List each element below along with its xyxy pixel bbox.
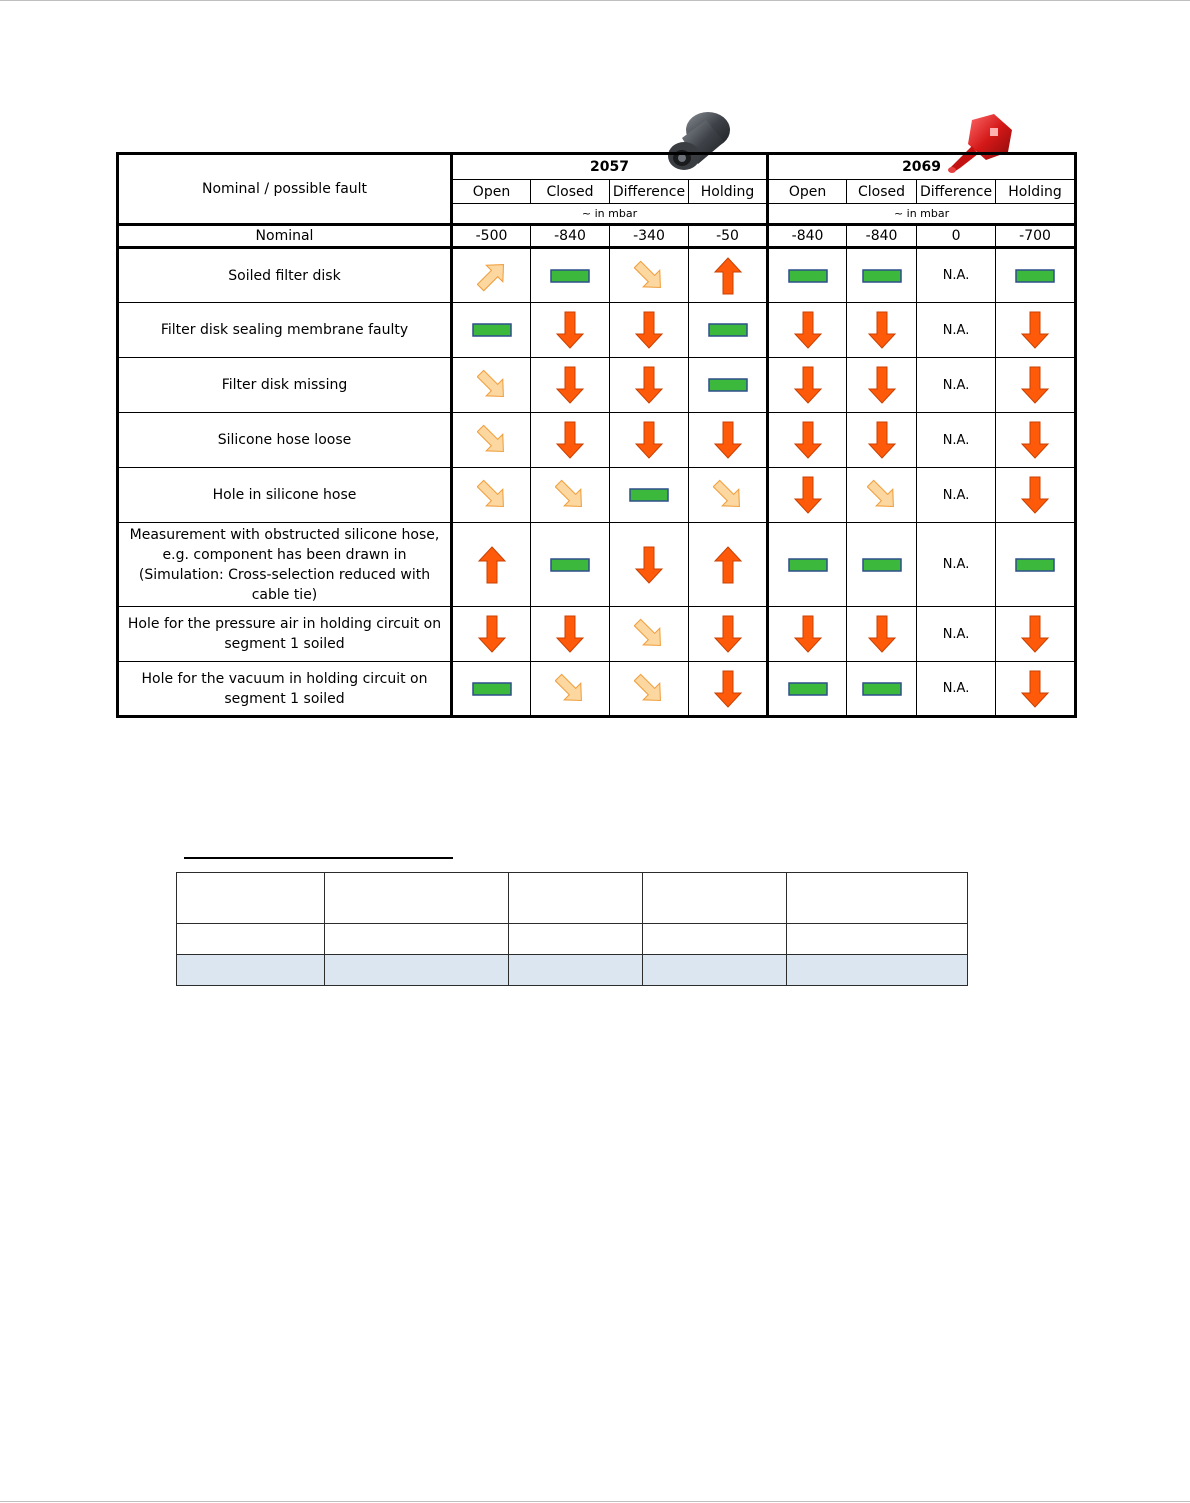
table-cell — [643, 955, 787, 986]
indicator-cell — [689, 358, 768, 413]
indicator-cell — [610, 248, 689, 303]
unit-2057: ~ in mbar — [452, 204, 768, 225]
table-cell — [325, 873, 509, 924]
top-border — [0, 0, 1190, 1]
fault-row — [118, 468, 1076, 523]
nominal-value: -840 — [847, 225, 917, 248]
indicator-cell — [610, 303, 689, 358]
indicator-cell — [689, 662, 768, 717]
normal-bar-icon — [550, 558, 590, 572]
normal-bar-icon — [550, 269, 590, 283]
arrow-diagonal-down-icon — [634, 614, 664, 654]
na-value: N.A. — [917, 468, 996, 523]
fault-row — [118, 523, 1076, 607]
nominal-value: -700 — [996, 225, 1076, 248]
arrow-diagonal-down-icon — [477, 475, 507, 515]
fault-row — [118, 662, 1076, 717]
arrow-down-icon — [1020, 420, 1050, 460]
col-holding: Holding — [689, 180, 768, 204]
na-value: N.A. — [917, 303, 996, 358]
nominal-value: -840 — [768, 225, 847, 248]
arrow-down-icon — [867, 310, 897, 350]
col-closed: Closed — [847, 180, 917, 204]
indicator-cell — [847, 662, 917, 717]
fault-label: Measurement with obstructed silicone hose, e.g. component has been drawn in (Simulation: Cross-selection reduced with cable tie) — [118, 523, 452, 607]
indicator-cell — [452, 662, 531, 717]
indicator-cell — [689, 607, 768, 662]
table-cell — [643, 873, 787, 924]
fault-row — [118, 303, 1076, 358]
indicator-cell — [610, 607, 689, 662]
arrow-diagonal-down-icon — [555, 669, 585, 709]
arrow-down-icon — [713, 614, 743, 654]
nominal-value: -340 — [610, 225, 689, 248]
corner-label: Nominal / possible fault — [118, 154, 452, 225]
arrow-up-icon — [713, 545, 743, 585]
nominal-value: -840 — [531, 225, 610, 248]
indicator-cell — [689, 468, 768, 523]
indicator-cell — [768, 248, 847, 303]
arrow-down-icon — [1020, 614, 1050, 654]
indicator-cell — [768, 662, 847, 717]
arrow-up-icon — [477, 545, 507, 585]
table-cell — [787, 873, 968, 924]
empty-table — [176, 872, 968, 986]
col-difference: Difference — [917, 180, 996, 204]
arrow-down-icon — [555, 614, 585, 654]
normal-bar-icon — [862, 682, 902, 696]
indicator-cell — [610, 523, 689, 607]
table-cell — [325, 955, 509, 986]
arrow-down-icon — [1020, 669, 1050, 709]
indicator-cell — [531, 413, 610, 468]
indicator-cell — [452, 523, 531, 607]
bottom-border — [0, 1501, 1190, 1502]
nominal-label: Nominal — [118, 225, 452, 248]
col-open: Open — [452, 180, 531, 204]
indicator-cell — [531, 303, 610, 358]
arrow-diagonal-down-icon — [477, 365, 507, 405]
table-cell — [177, 924, 325, 955]
na-value: N.A. — [917, 413, 996, 468]
arrow-down-icon — [1020, 475, 1050, 515]
fault-label: Filter disk missing — [118, 358, 452, 413]
indicator-cell — [996, 662, 1076, 717]
indicator-cell — [452, 358, 531, 413]
indicator-cell — [452, 468, 531, 523]
indicator-cell — [531, 468, 610, 523]
col-difference: Difference — [610, 180, 689, 204]
col-open: Open — [768, 180, 847, 204]
table-cell — [787, 955, 968, 986]
normal-bar-icon — [708, 378, 748, 392]
normal-bar-icon — [862, 269, 902, 283]
fault-rows — [118, 248, 1076, 717]
indicator-cell — [768, 523, 847, 607]
indicator-cell — [531, 607, 610, 662]
na-value: N.A. — [917, 662, 996, 717]
arrow-down-icon — [477, 614, 507, 654]
indicator-cell — [996, 607, 1076, 662]
normal-bar-icon — [788, 558, 828, 572]
unit-2069: ~ in mbar — [768, 204, 1076, 225]
group-2069-header: 2069 — [768, 154, 1076, 180]
fault-label: Hole in silicone hose — [118, 468, 452, 523]
nominal-value: 0 — [917, 225, 996, 248]
normal-bar-icon — [788, 269, 828, 283]
table-cell — [509, 873, 643, 924]
arrow-down-icon — [713, 669, 743, 709]
table-row — [177, 924, 968, 955]
na-value: N.A. — [917, 607, 996, 662]
indicator-cell — [996, 468, 1076, 523]
table-cell — [325, 924, 509, 955]
fault-row — [118, 413, 1076, 468]
fault-row — [118, 248, 1076, 303]
arrow-diagonal-up-icon — [477, 256, 507, 296]
fault-matrix-table — [116, 152, 1077, 718]
indicator-cell — [452, 413, 531, 468]
table-cell — [177, 955, 325, 986]
col-holding: Holding — [996, 180, 1076, 204]
indicator-cell — [531, 248, 610, 303]
fault-row — [118, 607, 1076, 662]
arrow-diagonal-down-icon — [713, 475, 743, 515]
arrow-down-icon — [793, 475, 823, 515]
indicator-cell — [996, 523, 1076, 607]
arrow-down-icon — [793, 365, 823, 405]
na-value: N.A. — [917, 523, 996, 607]
normal-bar-icon — [472, 682, 512, 696]
indicator-cell — [531, 662, 610, 717]
arrow-diagonal-down-icon — [867, 475, 897, 515]
normal-bar-icon — [472, 323, 512, 337]
arrow-down-icon — [713, 420, 743, 460]
normal-bar-icon — [1015, 269, 1055, 283]
table-cell — [177, 873, 325, 924]
normal-bar-icon — [629, 488, 669, 502]
normal-bar-icon — [788, 682, 828, 696]
arrow-down-icon — [867, 365, 897, 405]
arrow-down-icon — [634, 420, 664, 460]
na-value: N.A. — [917, 248, 996, 303]
normal-bar-icon — [862, 558, 902, 572]
indicator-cell — [452, 248, 531, 303]
arrow-diagonal-down-icon — [555, 475, 585, 515]
table-cell — [787, 924, 968, 955]
indicator-cell — [452, 607, 531, 662]
fault-label: Hole for the vacuum in holding circuit on segment 1 soiled — [118, 662, 452, 717]
arrow-down-icon — [793, 420, 823, 460]
normal-bar-icon — [708, 323, 748, 337]
col-closed: Closed — [531, 180, 610, 204]
arrow-down-icon — [793, 310, 823, 350]
indicator-cell — [847, 303, 917, 358]
arrow-down-icon — [867, 614, 897, 654]
arrow-down-icon — [634, 365, 664, 405]
arrow-down-icon — [1020, 365, 1050, 405]
table-row — [177, 873, 968, 924]
indicator-cell — [531, 358, 610, 413]
arrow-down-icon — [1020, 310, 1050, 350]
nominal-value: -500 — [452, 225, 531, 248]
arrow-diagonal-down-icon — [477, 420, 507, 460]
table-row — [177, 955, 968, 986]
arrow-down-icon — [555, 365, 585, 405]
arrow-down-icon — [793, 614, 823, 654]
indicator-cell — [768, 468, 847, 523]
arrow-diagonal-down-icon — [634, 256, 664, 296]
arrow-up-icon — [713, 256, 743, 296]
indicator-cell — [689, 303, 768, 358]
arrow-down-icon — [867, 420, 897, 460]
group-2057-header: 2057 — [452, 154, 768, 180]
fault-row — [118, 358, 1076, 413]
section-underline — [184, 857, 453, 859]
fault-label: Soiled filter disk — [118, 248, 452, 303]
indicator-cell — [847, 248, 917, 303]
indicator-cell — [689, 523, 768, 607]
fault-label: Silicone hose loose — [118, 413, 452, 468]
normal-bar-icon — [1015, 558, 1055, 572]
indicator-cell — [610, 662, 689, 717]
table-cell — [509, 955, 643, 986]
fault-label: Filter disk sealing membrane faulty — [118, 303, 452, 358]
indicator-cell — [610, 358, 689, 413]
indicator-cell — [689, 248, 768, 303]
indicator-cell — [847, 607, 917, 662]
indicator-cell — [768, 303, 847, 358]
indicator-cell — [996, 413, 1076, 468]
indicator-cell — [768, 413, 847, 468]
arrow-diagonal-down-icon — [634, 669, 664, 709]
arrow-down-icon — [555, 310, 585, 350]
table-cell — [643, 924, 787, 955]
indicator-cell — [768, 358, 847, 413]
indicator-cell — [996, 248, 1076, 303]
indicator-cell — [768, 607, 847, 662]
indicator-cell — [996, 358, 1076, 413]
indicator-cell — [610, 413, 689, 468]
indicator-cell — [847, 468, 917, 523]
indicator-cell — [847, 523, 917, 607]
indicator-cell — [847, 358, 917, 413]
indicator-cell — [689, 413, 768, 468]
fault-label: Hole for the pressure air in holding circuit on segment 1 soiled — [118, 607, 452, 662]
arrow-down-icon — [555, 420, 585, 460]
indicator-cell — [996, 303, 1076, 358]
nominal-value: -50 — [689, 225, 768, 248]
table-cell — [509, 924, 643, 955]
indicator-cell — [452, 303, 531, 358]
arrow-down-icon — [634, 310, 664, 350]
na-value: N.A. — [917, 358, 996, 413]
arrow-down-icon — [634, 545, 664, 585]
indicator-cell — [531, 523, 610, 607]
indicator-cell — [610, 468, 689, 523]
indicator-cell — [847, 413, 917, 468]
